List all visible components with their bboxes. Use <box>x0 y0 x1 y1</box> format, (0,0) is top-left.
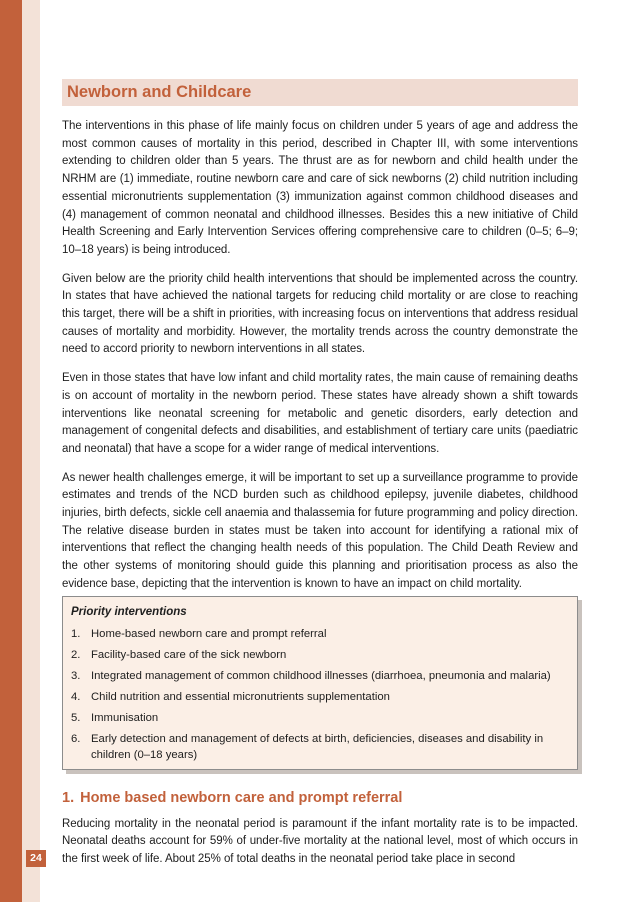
priority-box-title: Priority interventions <box>71 605 187 618</box>
body-paragraph: The interventions in this phase of life mainly focus on children under 5 years of age and address the most common causes of mortality in this period, described in Chapter III, with some interventions extending to children older than 5 years. The thrust are as for newborn and child health under the NRHM are (1) immediate, routine newborn care and care of sick newborns (2) child nutrition including essential micronutrients supplementation (3) immunization against common childhood diseases and (4) management of common neonatal and childhood illnesses. Besides this a new initiative of Child Health Screening and Early Intervention Services offering comprehensive care to children (0–5; 6–9; 10–18 years) is being introduced. <box>62 120 578 256</box>
page-content <box>62 79 578 880</box>
body-paragraph: Reducing mortality in the neonatal period is paramount if the infant mortality rate is to be impacted. Neonatal deaths account for 59% of under-five mortality at the national level, most of which occurs in the first week of life. About 25% of total deaths in the neonatal period take place in second <box>62 817 578 865</box>
page-edge-stripe <box>22 0 40 902</box>
priority-list <box>71 626 569 763</box>
page-number: 24 <box>26 850 46 867</box>
list-item: 4. Child nutrition and essential micronutrients supplementation <box>71 690 390 703</box>
list-item: 1. Home-based newborn care and prompt referral <box>71 627 327 640</box>
list-item: 3. Integrated management of common childhood illnesses (diarrhoea, pneumonia and malaria) <box>71 669 551 682</box>
body-paragraph: Given below are the priority child health interventions that should be implemented across the country. In states that have achieved the national targets for reducing child mortality or are close to reaching this target, there will be a shift in priorities, with increasing focus on interventions that address residual causes of mortality and morbidity. However, the mortality trends across the country demonstrate the need to accord priority to newborn interventions in all states. <box>62 272 578 356</box>
page-edge-bar <box>0 0 22 902</box>
list-item: 5. Immunisation <box>71 711 159 724</box>
subsection-heading: 1. Home based newborn care and prompt referral <box>62 789 403 806</box>
body-paragraph: Even in those states that have low infant and child mortality rates, the main cause of remaining deaths is on account of mortality in the newborn period. These states have already shown a shift towards interventions like neonatal screening for metabolic and genetic disorders, early detection and management of congenital defects and disabilities, and establishment of tertiary care units (paediatric and neonatal) that have a scope for a wider range of medical interventions. <box>62 372 578 455</box>
list-item: 6. Early detection and management of defects at birth, deficiencies, diseases and disability in children (0–18 years) <box>71 732 544 761</box>
priority-interventions-box <box>62 596 578 770</box>
list-item: 2. Facility-based care of the sick newborn <box>71 648 287 661</box>
body-paragraph: As newer health challenges emerge, it will be important to set up a surveillance programme to provide estimates and trends of the NCD burden such as childhood epilepsy, juvenile diabetes, childhood injuries, birth defects, sickle cell anaemia and thalassemia for future programming and policy direction. The relative disease burden in states must be taken into account for identifying a rational mix of interventions that reflect the changing health needs of this population. The Child Death Review and the other systems of monitoring should guide this planning and prioritisation process as also the evidence base, depicting that the intervention is known to have an impact on child mortality. <box>62 471 578 590</box>
section-title: Newborn and Childcare <box>62 79 578 106</box>
